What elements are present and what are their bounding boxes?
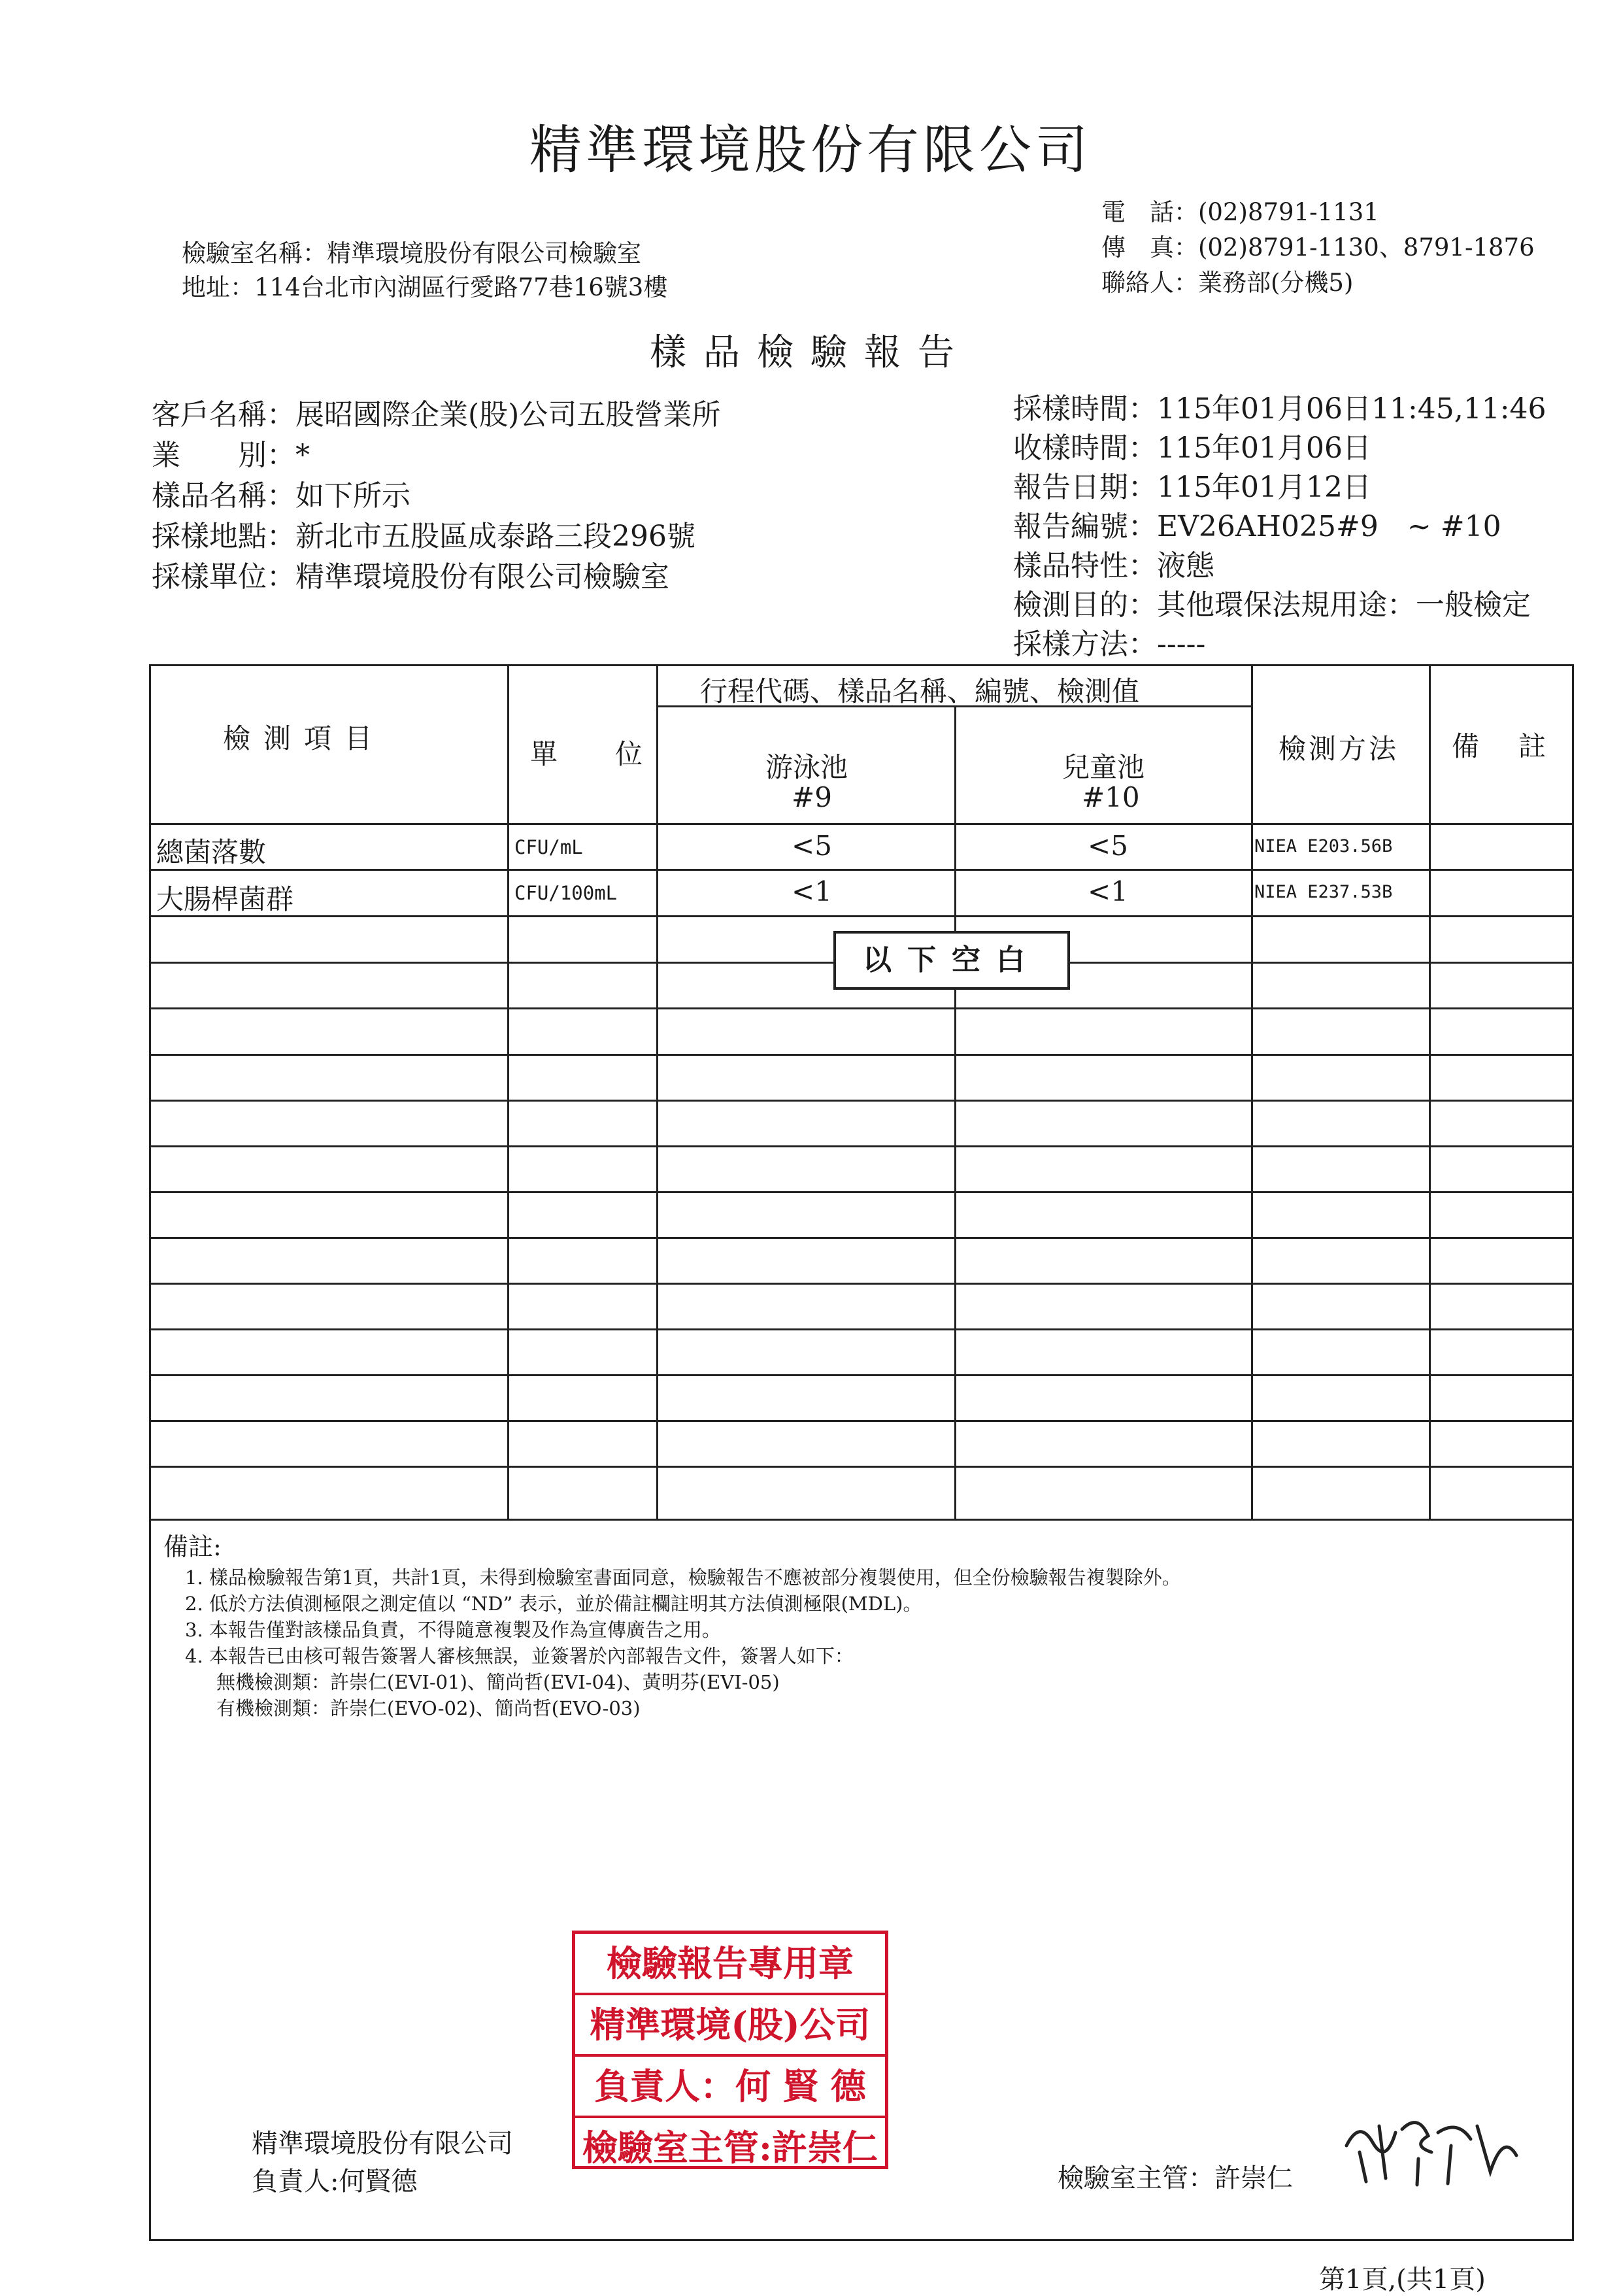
blank-below-marker: 以下空白 — [833, 931, 1070, 990]
note-item: 2. 低於方法偵測極限之測定值以 “ND” 表示，並於備註欄註明其方法偵測極限(MDL)。 — [185, 1593, 922, 1615]
table-rule — [151, 1007, 1573, 1009]
header-remark: 備註 — [1452, 730, 1586, 762]
signer-organic: 有機檢測類：許崇仁(EVO-02)、簡尚哲(EVO-03) — [216, 1697, 641, 1719]
report-title: 樣品檢驗報告 — [650, 331, 971, 374]
contact-block — [1101, 195, 1535, 301]
row2-unit: CFU/100mL — [514, 882, 618, 904]
fax-number: (02)8791-1130、8791-1876 — [1198, 233, 1535, 262]
sampling-unit: 採樣單位：精準環境股份有限公司檢驗室 — [152, 560, 669, 594]
row1-method: NIEA E203.56B — [1254, 836, 1393, 856]
stamp-line: 檢驗報告專用章 — [607, 1942, 854, 1984]
sampling-time: 採樣時間：115年01月06日11:45,11:46 — [1013, 392, 1546, 426]
table-rule — [151, 869, 1573, 871]
test-purpose: 檢測目的：其他環保法規用途：一般檢定 — [1013, 588, 1531, 622]
table-divider — [954, 705, 956, 1521]
row2-value-9: <1 — [792, 875, 832, 907]
table-rule — [151, 1466, 1573, 1468]
sample-name: 樣品名稱：如下所示 — [152, 479, 410, 513]
table-rule — [151, 1283, 1573, 1285]
table-rule — [151, 915, 1573, 917]
note-item: 4. 本報告已由核可報告簽署人審核無誤，並簽署於內部報告文件，簽署人如下： — [185, 1645, 854, 1667]
phone-label: 電 話： — [1101, 198, 1198, 226]
row2-item: 大腸桿菌群 — [156, 883, 294, 915]
table-rule — [151, 1054, 1573, 1056]
handwritten-signature — [1340, 2106, 1523, 2191]
row1-value-10: <5 — [1088, 830, 1128, 862]
table-rule — [151, 1237, 1573, 1239]
header-sample-group: 行程代碼、樣品名稱、編號、檢測值 — [700, 675, 1140, 707]
header-method: 檢測方法 — [1278, 733, 1399, 765]
receive-time: 收樣時間：115年01月06日 — [1013, 431, 1371, 465]
table-rule — [151, 1328, 1573, 1330]
lab-address: 地址：114台北市內湖區行愛路77巷16號3樓 — [182, 273, 668, 301]
table-rule — [151, 1420, 1573, 1422]
fax-label: 傳 真： — [1101, 233, 1198, 262]
table-rule — [151, 823, 1573, 825]
note-item: 3. 本報告僅對該樣品負責，不得隨意複製及作為宣傳廣告之用。 — [185, 1619, 721, 1641]
contact-label: 聯絡人： — [1101, 269, 1198, 297]
table-rule — [151, 1145, 1573, 1147]
lab-info — [182, 237, 667, 305]
row2-value-10: <1 — [1088, 875, 1128, 907]
header-test-item: 檢測項目 — [223, 722, 386, 754]
notes-list — [185, 1546, 1181, 1721]
table-divider — [507, 666, 509, 1521]
contact-person: 業務部(分機5) — [1198, 269, 1354, 297]
phone-number: (02)8791-1131 — [1198, 198, 1379, 226]
note-item: 1. 樣品檢驗報告第1頁，共計1頁，未得到檢驗室書面同意，檢驗報告不應被部分複製使用，但全份檢驗報告複製除外。 — [185, 1566, 1181, 1589]
table-divider — [656, 666, 658, 1521]
sample-code-10: #10 — [1082, 781, 1140, 813]
sampling-location: 採樣地點：新北市五股區成泰路三段296號 — [152, 520, 695, 553]
report-seal-stamp — [572, 1931, 888, 2169]
stamp-line: 負責人：何 賢 德 — [575, 2054, 885, 2116]
sampling-method: 採樣方法：----- — [1013, 628, 1206, 661]
row1-value-9: <5 — [792, 830, 832, 862]
sample-property: 樣品特性：液態 — [1013, 549, 1214, 582]
results-table — [149, 664, 1586, 1521]
table-rule — [151, 1191, 1573, 1193]
header-unit: 單位 — [530, 738, 701, 770]
footer-responsible: 負責人:何賢德 — [252, 2167, 418, 2197]
stamp-line: 精準環境(股)公司 — [575, 1993, 885, 2054]
client-info — [152, 395, 720, 598]
table-rule — [151, 1100, 1573, 1102]
row1-item: 總菌落數 — [156, 836, 267, 868]
industry: 業 別：* — [152, 439, 310, 472]
sample-name-10: 兒童池 — [1062, 751, 1145, 783]
table-divider — [1251, 666, 1253, 1521]
stamp-line: 檢驗室主管:許崇仁 — [575, 2116, 885, 2177]
table-rule — [151, 1374, 1573, 1376]
page-number: 第1頁,(共1頁) — [1319, 2265, 1486, 2295]
footer-company: 精準環境股份有限公司 — [252, 2129, 513, 2159]
signer-inorganic: 無機檢測類：許崇仁(EVI-01)、簡尚哲(EVI-04)、黃明芬(EVI-05) — [216, 1671, 780, 1693]
client-name: 客戶名稱：展昭國際企業(股)公司五股營業所 — [152, 398, 721, 431]
table-divider — [1429, 666, 1431, 1521]
footer-company-block — [252, 2125, 513, 2201]
lab-manager-label: 檢驗室主管：許崇仁 — [1058, 2163, 1293, 2193]
notes-heading: 備註: — [163, 1532, 222, 1561]
company-title: 精準環境股份有限公司 — [529, 120, 1092, 180]
row2-method: NIEA E237.53B — [1254, 882, 1393, 902]
sample-info — [1013, 390, 1546, 664]
lab-name: 檢驗室名稱：精準環境股份有限公司檢驗室 — [182, 239, 641, 267]
report-number: 報告編號：EV26AH025#9 ~ #10 — [1013, 510, 1501, 543]
row1-unit: CFU/mL — [514, 836, 583, 858]
sample-code-9: #9 — [792, 781, 832, 813]
report-date: 報告日期：115年01月12日 — [1013, 471, 1371, 504]
sample-name-9: 游泳池 — [765, 751, 848, 783]
